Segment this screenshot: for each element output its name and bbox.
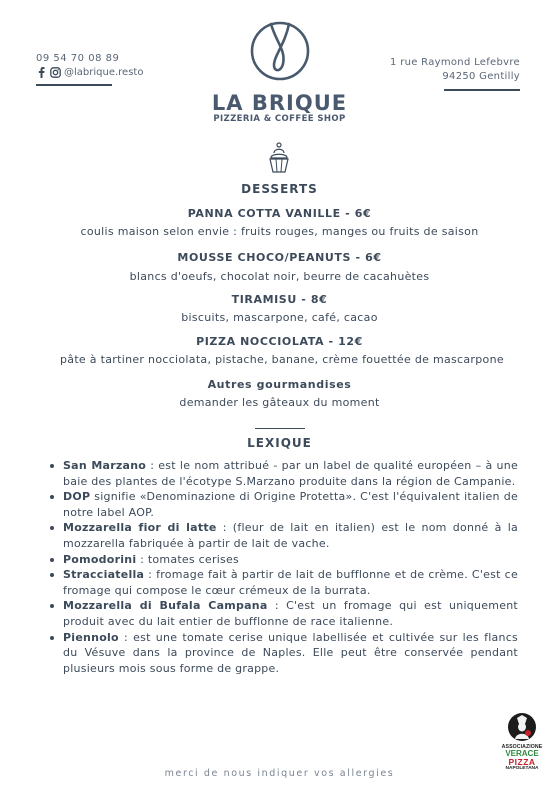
dessert-item-desc: pâte à tartiner nocciolata, pistache, banane, crème fouettée de mascarpone <box>60 353 504 366</box>
dessert-item-title: MOUSSE CHOCO/PEANUTS - 6€ <box>177 251 382 264</box>
lexique-term: DOP <box>63 490 91 504</box>
avpn-line2: VERACE <box>505 749 539 758</box>
extra-title: Autres gourmandises <box>207 378 352 391</box>
section-divider <box>255 428 305 429</box>
dessert-item-desc: blancs d'oeufs, chocolat noir, beurre de cacahuètes <box>129 270 430 283</box>
la-brique-logo-mark <box>249 20 311 82</box>
lexique-term: Pomodorini <box>63 552 137 566</box>
lexique-term: San Marzano <box>63 459 147 472</box>
lexique-def: : C'est un fromage qui est uniquement produit avec du lait entier de bufflonne de race italienne. <box>63 599 518 628</box>
dessert-item-title: PIZZA NOCCIOLATA - 12€ <box>196 335 363 348</box>
dessert-item-desc: biscuits, mascarpone, café, cacao <box>181 311 378 324</box>
list-item <box>48 567 518 598</box>
brand-tagline: PIZZERIA & COFFEE SHOP <box>213 114 346 124</box>
list-item <box>48 630 518 677</box>
header-right-rule <box>444 89 520 91</box>
lexique-term: Mozzarella fior di latte <box>63 521 217 535</box>
extra-desc: demander les gâteaux du moment <box>179 396 380 409</box>
lexique-def: : est une tomate cerise unique labellisée et cultivée sur les flancs du Vésuve dans la province de Naples. Elle peut être conservée pendant plusieurs mois sous forme de grappe. <box>63 630 518 675</box>
avpn-badge <box>498 712 546 772</box>
list-item <box>48 598 518 629</box>
avpn-line1: ASSOCIAZIONE <box>501 744 543 750</box>
lexique-def: signifie «Denominazione di Origine Protetta». C'est l'équivalent italien de notre label AOP. <box>63 490 518 519</box>
dessert-item-desc: coulis maison selon envie : fruits rouges, manges ou fruits de saison <box>80 225 479 238</box>
list-item <box>48 489 518 520</box>
list-item <box>48 552 518 568</box>
address-line2: 94250 Gentilly <box>442 71 520 82</box>
address-line1: 1 rue Raymond Lefebvre <box>390 57 520 68</box>
header-address <box>390 56 520 91</box>
pulcinella-icon <box>507 712 537 742</box>
lexique-def: : fromage fait à partir de lait de bufflonne et de crème. C'est ce fromage qui compose le cœur crémeux de la burrata. <box>63 568 518 597</box>
lexique-term: Piennolo <box>63 630 119 644</box>
list-item <box>48 520 518 551</box>
lexique-def: : (fleur de lait en italien) est le nom donné à la mozzarella fabriquée à partir de lait de vache. <box>63 521 518 550</box>
avpn-line4: NAPOLETANA <box>505 766 539 771</box>
lexique-def: : tomates cerises <box>136 552 240 566</box>
desserts-title: DESSERTS <box>241 182 318 196</box>
dessert-item-title: PANNA COTTA VANILLE - 6€ <box>187 207 372 220</box>
dessert-item-title: TIRAMISU - 8€ <box>231 293 328 306</box>
brand-name: LA BRIQUE <box>211 91 348 115</box>
list-item <box>48 458 518 489</box>
lexique-term: Stracciatella <box>63 568 145 582</box>
cupcake-icon <box>268 142 290 178</box>
lexique-def: : est le nom attribué - par un label de qualité européen – à une baie des plantes de l'écotype S.Marzano produite dans la région de Campanie. <box>63 459 518 488</box>
phone-number[interactable]: 09 54 70 08 89 <box>36 53 120 64</box>
avpn-line3: PIZZA <box>508 757 536 767</box>
lexique-list <box>48 458 518 676</box>
lexique-term: Mozzarella di Bufala Campana <box>63 599 268 613</box>
social-handle[interactable]: @labrique.resto <box>64 67 144 78</box>
lexique-title: LEXIQUE <box>247 436 312 450</box>
allergy-note: merci de nous indiquer vos allergies <box>164 768 395 779</box>
